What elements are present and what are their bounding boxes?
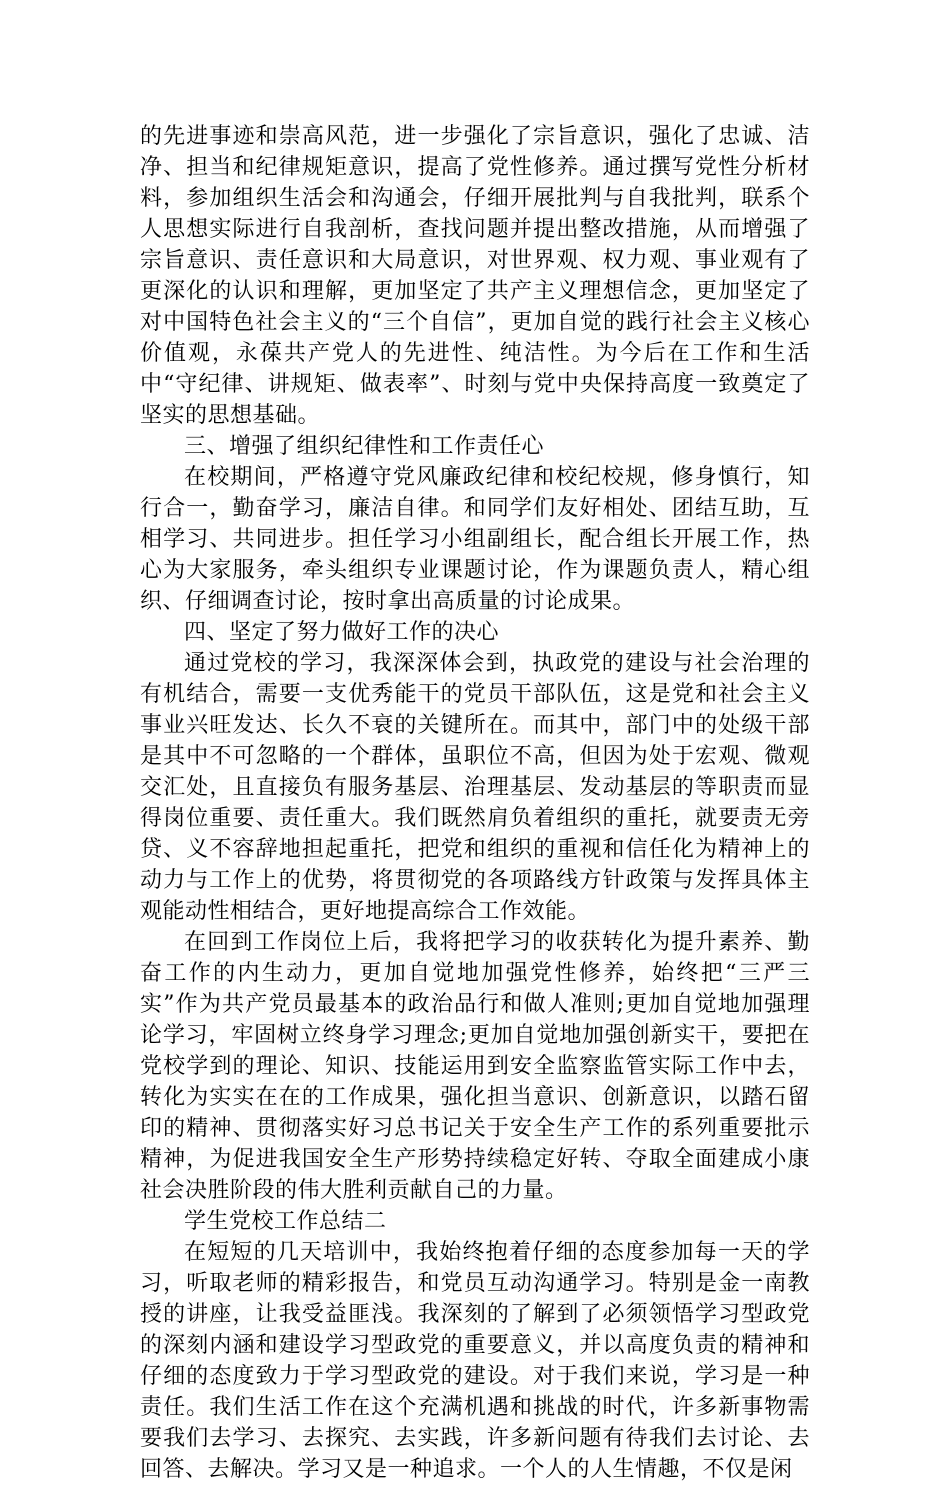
paragraph: 通过党校的学习，我深深体会到，执政党的建设与社会治理的有机结合，需要一支优秀能干的党员干部队伍，这是党和社会主义事业兴旺发达、长久不衰的关键所在。而其中，部门中的处级干部是其中不可忽略的一个群体，虽职位不高，但因为处于宏观、微观交汇处，且直接负有服务基层、治理基层、发动基层的等职责而显得岗位重要、责任重大。我们既然肩负着组织的重托，就要责无旁贷、义不容辞地担起重托，把党和组织的重视和信任化为精神上的动力与工作上的优势，将贯彻党的各项路线方针政策与发挥具体主观能动性相结合，更好地提高综合工作效能。	[140, 651, 810, 924]
paragraph: 在校期间，严格遵守党风廉政纪律和校纪校规，修身慎行，知行合一，勤奋学习，廉洁自律。和同学们友好相处、团结互助，互相学习、共同进步。担任学习小组副组长，配合组长开展工作，热心为大家服务，牵头组织专业课题讨论，作为课题负责人，精心组织、仔细调查讨论，按时拿出高质量的讨论成果。	[140, 465, 810, 614]
section-heading-4: 四、坚定了努力做好工作的决心	[184, 620, 500, 645]
paragraph-continuation: 的先进事迹和崇高风范，进一步强化了宗旨意识，强化了忠诚、洁净、担当和纪律规矩意识，提高了党性修养。通过撰写党性分析材料，参加组织生活会和沟通会，仔细开展批判与自我批判，联系个人思想实际进行自我剖析，查找问题并提出整改措施，从而增强了宗旨意识、责任意识和大局意识，对世界观、权力观、事业观有了更深化的认识和理解，更加坚定了共产主义理想信念，更加坚定了对中国特色社会主义的“三个自信”，更加自觉的践行社会主义核心价值观，永葆共产党人的先进性、纯洁性。为今后在工作和生活中“守纪律、讲规矩、做表率”、时刻与党中央保持高度一致奠定了坚实的思想基础。	[140, 124, 810, 428]
document-page	[140, 121, 810, 1485]
paragraph: 在回到工作岗位上后，我将把学习的收获转化为提升素养、勤奋工作的内生动力，更加自觉地加强党性修养，始终把“三严三实”作为共产党员最基本的政治品行和做人准则;更加自觉地加强理论学习，牢固树立终身学习理念;更加自觉地加强创新实干，要把在党校学到的理论、知识、技能运用到安全监察监管实际工作中去，转化为实实在在的工作成果，强化担当意识、创新意识，以踏石留印的精神、贯彻落实好习总书记关于安全生产工作的系列重要批示精神，为促进我国安全生产形势持续稳定好转、夺取全面建成小康社会决胜阶段的伟大胜利贡献自己的力量。	[140, 930, 810, 1203]
paragraph: 在短短的几天培训中，我始终抱着仔细的态度参加每一天的学习，听取老师的精彩报告，和党员互动沟通学习。特别是金一南教授的讲座，让我受益匪浅。我深刻的了解到了必须领悟学习型政党的深刻内涵和建设学习型政党的重要意义，并以高度负责的精神和仔细的态度致力于学习型政党的建设。对于我们来说，学习是一种责任。我们生活工作在这个充满机遇和挑战的时代，许多新事物需要我们去学习、去探究、去实践，许多新问题有待我们去讨论、去回答、去解决。学习又是一种追求。一个人的人生情趣，不仅是闲	[140, 1240, 810, 1482]
section-heading-summary-2: 学生党校工作总结二	[184, 1209, 387, 1234]
section-heading-3: 三、增强了组织纪律性和工作责任心	[184, 434, 545, 459]
